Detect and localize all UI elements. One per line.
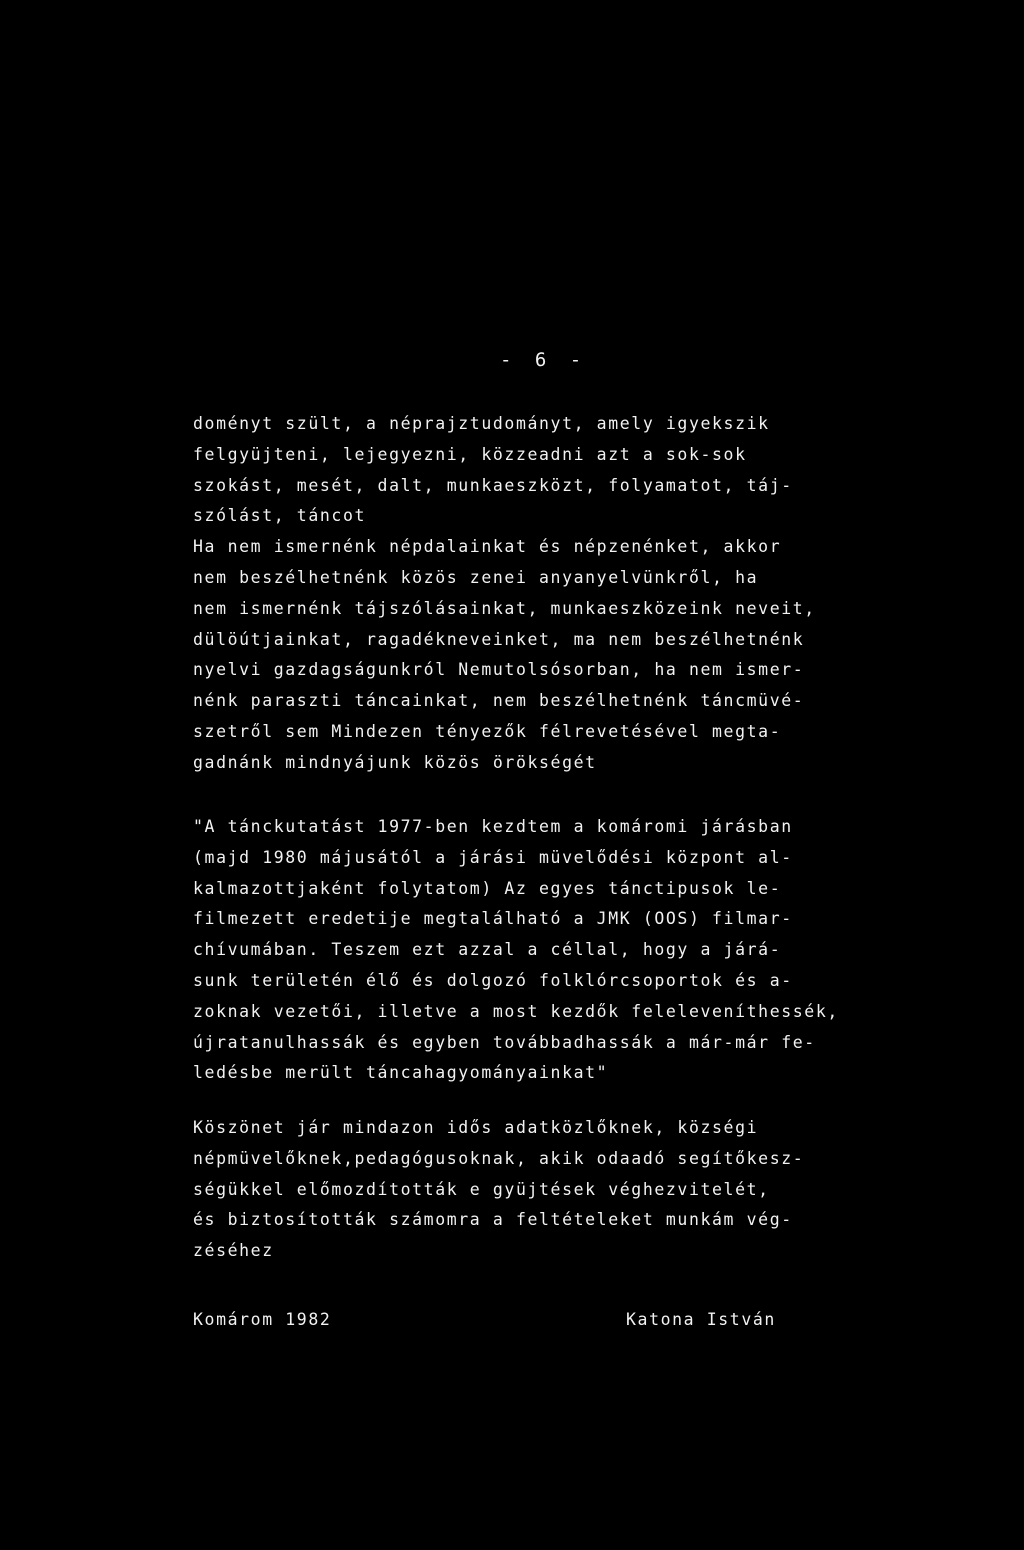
paragraph-main <box>193 409 953 779</box>
text-line: Köszönet jár mindazon idős adatközlőknek, községi <box>193 1118 759 1137</box>
text-line: dülöútjainkat, ragadékneveinket, ma nem beszélhetnénk <box>193 629 805 649</box>
text-line: kalmazottjaként folytatom) Az egyes tánctipusok le- <box>193 878 782 898</box>
text-line: nem ismernénk tájszólásainkat, munkaeszközeink neveit, <box>193 598 816 618</box>
text-line: doményt szült, a néprajztudományt, amely igyekszik <box>193 414 770 433</box>
text-line: zoknak vezetői, illetve a most kezdők feleleveníthessék, <box>193 1001 839 1021</box>
text-line: (majd 1980 májusától a járási müvelődési központ al- <box>193 847 793 867</box>
text-line: szokást, mesét, dalt, munkaeszközt, folyamatot, táj- <box>193 475 793 495</box>
text-line: újratanulhassák és egyben továbbadhassák a már-már fe- <box>193 1032 816 1052</box>
signature-row <box>193 1304 893 1335</box>
text-line: népmüvelőknek,pedagógusoknak, akik odaadó segítőkesz- <box>193 1148 805 1168</box>
text-line: zéséhez <box>193 1241 274 1261</box>
text-line: ségükkel előmozdították e gyüjtések véghezvitelét, <box>193 1179 770 1199</box>
text-line: nénk paraszti táncainkat, nem beszélhetnénk táncmüvé- <box>193 691 805 711</box>
text-line: szetről sem Mindezen tényezők félrevetésével megta- <box>193 721 782 741</box>
text-line: "A tánckutatást 1977-ben kezdtem a komáromi járásban <box>193 817 793 836</box>
text-line: nyelvi gazdagságunkról Nemutolsósorban, ha nem ismer- <box>193 660 805 680</box>
text-line: sunk területén élő és dolgozó folklórcsoportok és a- <box>193 970 793 990</box>
paragraph-quote <box>193 812 953 1089</box>
text-line: filmezett eredetije megtalálható a JMK (OOS) filmar- <box>193 909 793 929</box>
text-line: gadnánk mindnyájunk közös örökségét <box>193 752 597 772</box>
page-number: - 6 - <box>500 349 588 371</box>
signature-author: Katona István <box>626 1310 776 1329</box>
paragraph-acknowledgement <box>193 1113 953 1267</box>
text-line: felgyüjteni, lejegyezni, közzeadni azt a sok-sok <box>193 444 747 464</box>
text-line: Ha nem ismernénk népdalainkat és népzenénket, akkor <box>193 537 782 557</box>
text-line: és biztosították számomra a feltételeket munkám vég- <box>193 1210 793 1230</box>
text-line: szólást, táncot <box>193 506 367 526</box>
text-line: chívumában. Teszem ezt azzal a céllal, hogy a járá- <box>193 940 782 960</box>
text-line: ledésbe merült táncahagyományainkat" <box>193 1063 609 1083</box>
text-line: nem beszélhetnénk közös zenei anyanyelvünkről, ha <box>193 567 759 587</box>
signature-place-date: Komárom 1982 <box>193 1310 332 1329</box>
